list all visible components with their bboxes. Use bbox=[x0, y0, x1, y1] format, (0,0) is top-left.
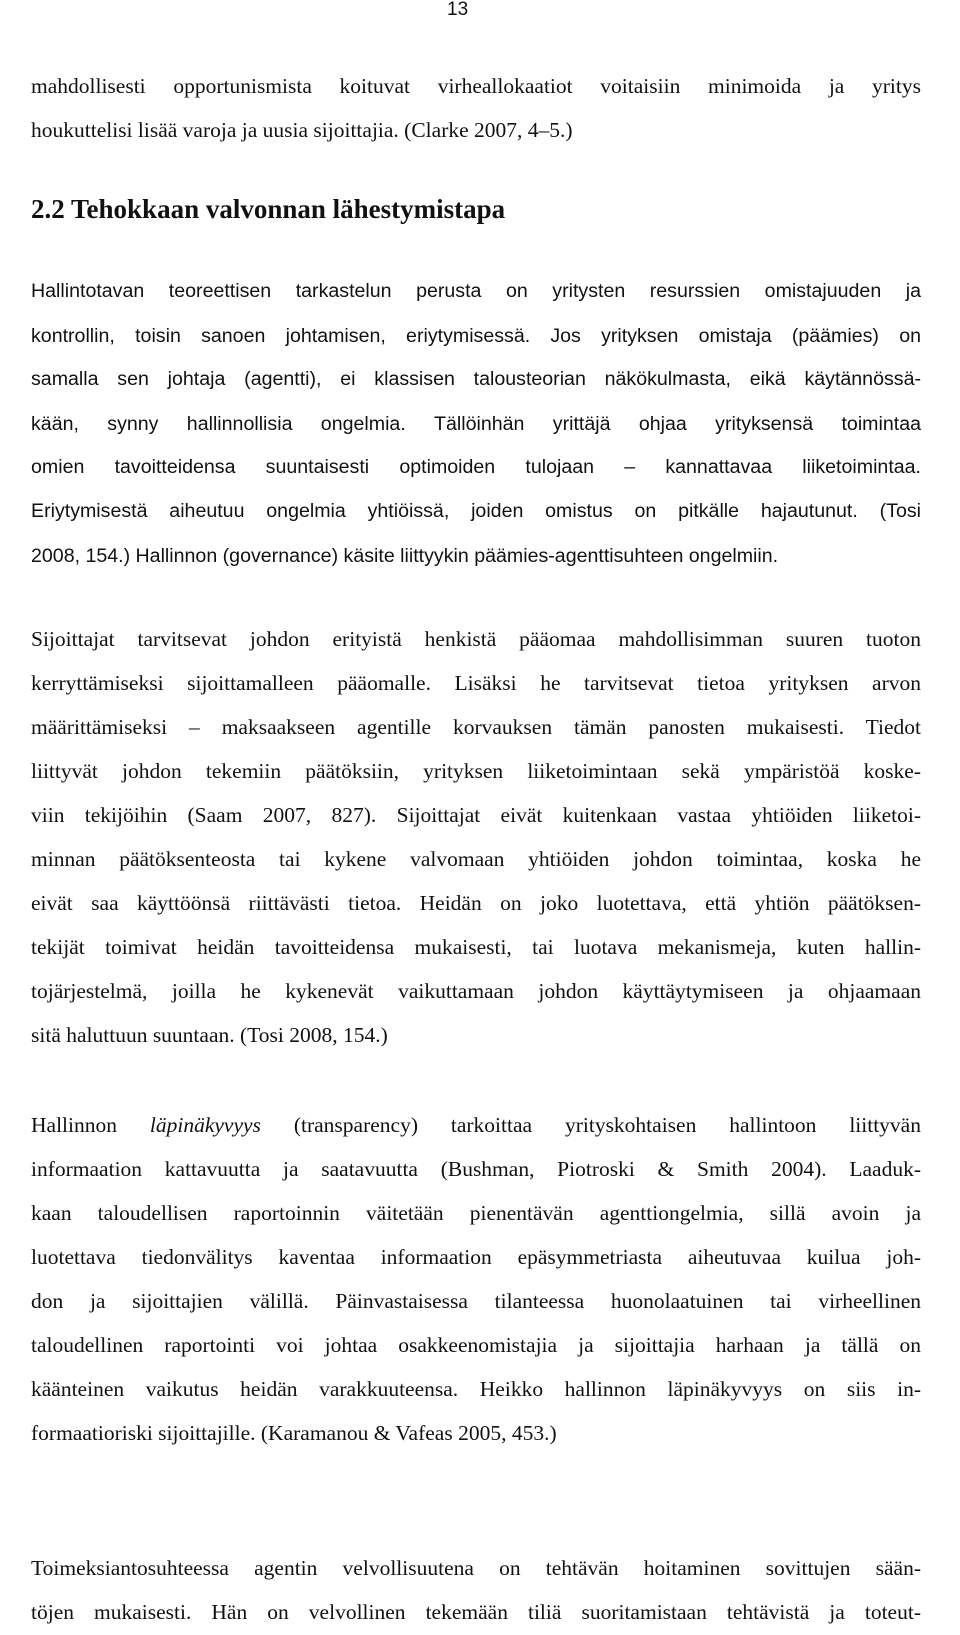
paragraph-agent-duty bbox=[31, 1546, 921, 1634]
paragraph-line: tojärjestelmä, joilla he kykenevät vaikuttamaan johdon käyttäytymiseen ja ohjaamaan bbox=[31, 979, 921, 1003]
paragraph-line bbox=[31, 313, 921, 357]
paragraph-line: kerryttämiseksi sijoittamalleen pääomalle. Lisäksi he tarvitsevat tietoa yrityksen arvon bbox=[31, 671, 921, 695]
intro-paragraph bbox=[31, 64, 921, 152]
paragraph-governance-basis bbox=[31, 269, 921, 577]
paragraph-line bbox=[31, 401, 921, 445]
section-heading: 2.2 Tehokkaan valvonnan lähestymistapa bbox=[31, 194, 506, 224]
paragraph-transparency bbox=[31, 1103, 921, 1455]
paragraph-line: informaation kattavuutta ja saatavuutta (Bushman, Piotroski & Smith 2004). Laaduk- bbox=[31, 1157, 921, 1181]
intro-line: houkuttelisi lisää varoja ja uusia sijoittajia. (Clarke 2007, 4–5.) bbox=[31, 118, 573, 142]
paragraph-line: Sijoittajat tarvitsevat johdon erityistä henkistä pääomaa mahdollisimman suuren tuoton bbox=[31, 627, 921, 651]
text-segment: (transparency) tarkoittaa yrityskohtaisen hallintoon liittyvän bbox=[260, 1113, 921, 1137]
paragraph-line: samalla sen johtaja (agentti), ei klassisen talousteorian näkökulmasta, eikä käytännössä- bbox=[31, 368, 921, 390]
paragraph-line bbox=[31, 1103, 921, 1147]
text-segment: 2008, 154.) bbox=[31, 545, 131, 567]
paragraph-line: liittyvät johdon tekemiin päätöksiin, yrityksen liiketoimintaan sekä ympäristöä koske- bbox=[31, 759, 921, 783]
paragraph-line bbox=[31, 533, 921, 577]
paragraph-line: luotettava tiedonvälitys kaventaa informaation epäsymmetriasta aiheutuvaa kuilua joh- bbox=[31, 1245, 921, 1269]
paragraph-line: minnan päätöksenteosta tai kykene valvomaan yhtiöiden johdon toimintaa, koska he bbox=[31, 847, 921, 871]
paragraph-line: taloudellinen raportointi voi johtaa osakkeenomistajia ja sijoittajia harhaan ja tällä on bbox=[31, 1333, 921, 1357]
paragraph-line: Hallintotavan teoreettisen tarkastelun perusta on yritysten resurssien omistajuuden ja bbox=[31, 280, 921, 302]
page-number: 13 bbox=[447, 0, 469, 20]
paragraph-line: Toimeksiantosuhteessa agentin velvollisuutena on tehtävän hoitaminen sovittujen sään- bbox=[31, 1556, 921, 1580]
text-segment: kään, synny hallinnollisia ongelmia. bbox=[31, 413, 406, 435]
paragraph-line: formaatioriski sijoittajille. (Karamanou & Vafeas 2005, 453.) bbox=[31, 1421, 557, 1445]
text-segment: Hallinnon bbox=[31, 1113, 150, 1137]
paragraph-line: omien tavoitteidensa suuntaisesti optimoiden tulojaan – kannattavaa liiketoimintaa. bbox=[31, 456, 921, 478]
paragraph-line: viin tekijöihin (Saam 2007, 827). Sijoittajat eivät kuitenkaan vastaa yhtiöiden liiketoi- bbox=[31, 803, 921, 827]
paragraph-line: käänteinen vaikutus heidän varakkuuteensa. Heikko hallinnon läpinäkyvyys on siis in- bbox=[31, 1377, 921, 1401]
paragraph-line: don ja sijoittajien välillä. Päinvastaisessa tilanteessa huonolaatuinen tai virheellinen bbox=[31, 1289, 921, 1313]
text-segment: Hallinnon (governance) käsite liittyykin päämies-agenttisuhteen ongelmiin. bbox=[135, 545, 779, 567]
intro-line: mahdollisesti opportunismista koituvat virheallokaatiot voitaisiin minimoida ja yritys bbox=[31, 74, 921, 98]
paragraph-line: töjen mukaisesti. Hän on velvollinen tekemään tiliä suoritamistaan tehtävistä ja toteut- bbox=[31, 1600, 921, 1624]
emphasized-term: läpinäkyvyys bbox=[149, 1113, 261, 1137]
paragraph-line: tekijät toimivat heidän tavoitteidensa mukaisesti, tai luotava mekanismeja, kuten hallin- bbox=[31, 935, 921, 959]
paragraph-line: Eriytymisestä aiheutuu ongelmia yhtiöissä, joiden omistus on pitkälle hajautunut. (Tosi bbox=[31, 500, 921, 522]
paragraph-line: sitä haluttuun suuntaan. (Tosi 2008, 154.) bbox=[31, 1023, 388, 1047]
text-segment: Tällöinhän yrittäjä ohjaa yrityksensä toimintaa bbox=[434, 413, 921, 435]
text-segment: kontrollin, toisin sanoen johtamisen, eriytymisessä. bbox=[31, 325, 531, 347]
paragraph-line: määrittämiseksi – maksaakseen agentille korvauksen tämän panosten mukaisesti. Tiedot bbox=[31, 715, 921, 739]
text-segment: Jos yrityksen omistaja (päämies) on bbox=[550, 325, 921, 347]
paragraph-line: eivät saa käyttöönsä riittävästi tietoa. Heidän on joko luotettava, että yhtiön päätöksen- bbox=[31, 891, 921, 915]
paragraph-line: kaan taloudellisen raportoinnin väitetään pienentävän agenttiongelmia, sillä avoin ja bbox=[31, 1201, 921, 1225]
paragraph-investors bbox=[31, 617, 921, 1057]
